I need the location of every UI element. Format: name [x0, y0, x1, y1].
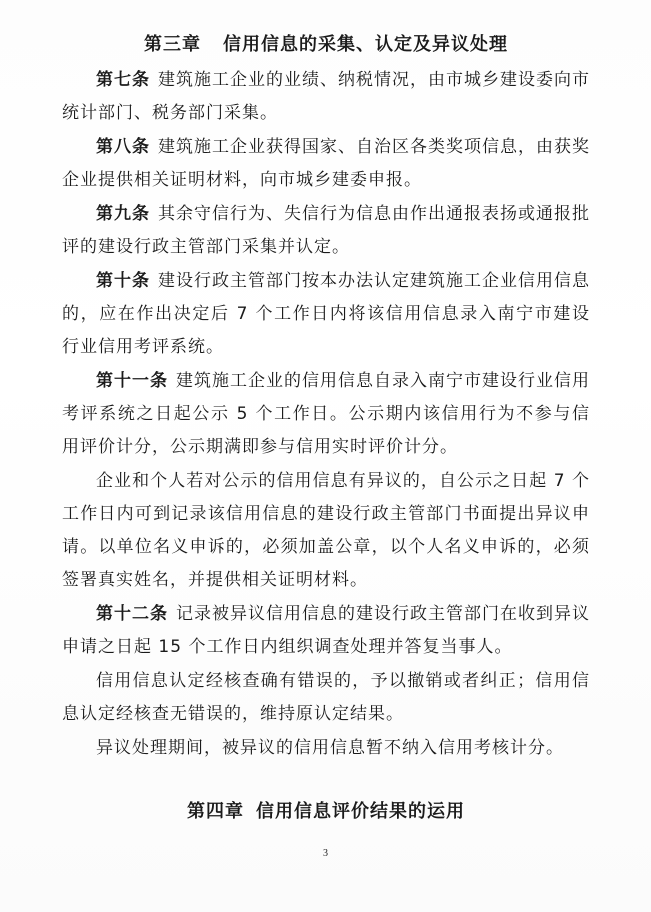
article-label: 第九条	[96, 204, 150, 224]
article-label: 第七条	[96, 70, 150, 90]
article-text: 其余守信行为、失信行为信息由作出通报表扬或通报批评的建设行政主管部门采集并认定。	[62, 204, 590, 257]
article-label: 第十一条	[96, 371, 168, 391]
paragraph-text: 企业和个人若对公示的信用信息有异议的，自公示之日起 7 个工作日内可到记录该信用信息的建设行政主管部门书面提出异议申请。以单位名义申诉的，必须加盖公章，以个人名义申诉的，必须签署真实姓名，并提供相关证明材料。	[62, 471, 590, 590]
article-10	[62, 265, 590, 364]
article-12	[62, 598, 590, 664]
chapter-3-number: 第三章	[144, 34, 201, 55]
chapter-4-number: 第四章	[187, 801, 244, 822]
article-text: 建筑施工企业的业绩、纳税情况，由市城乡建设委向市统计部门、税务部门采集。	[62, 70, 590, 123]
page-number: 3	[323, 848, 328, 859]
chapter-4-title: 信用信息评价结果的运用	[256, 801, 465, 822]
article-text: 记录被异议信用信息的建设行政主管部门在收到异议申请之日起 15 个工作日内组织调查处理并答复当事人。	[62, 604, 590, 657]
article-8	[62, 131, 590, 197]
article-11-objection-paragraph	[62, 465, 590, 597]
chapter-3-title: 信用信息的采集、认定及异议处理	[223, 34, 508, 55]
article-label: 第十二条	[96, 604, 168, 624]
document-body	[62, 32, 590, 831]
chapter-4-heading	[62, 799, 590, 825]
article-text: 建筑施工企业获得国家、自治区各类奖项信息，由获奖企业提供相关证明材料，向市城乡建委申报。	[62, 137, 590, 190]
article-text: 建筑施工企业的信用信息自录入南宁市建设行业信用考评系统之日起公示 5 个工作日。公示期内该信用行为不参与信用评价计分，公示期满即参与信用实时评价计分。	[62, 371, 590, 457]
paragraph-text: 信用信息认定经核查确有错误的，予以撤销或者纠正；信用信息认定经核查无错误的，维持原认定结果。	[62, 671, 590, 724]
article-label: 第十条	[96, 271, 150, 291]
article-12-scoring-paragraph	[62, 732, 590, 765]
article-text: 建设行政主管部门按本办法认定建筑施工企业信用信息的，应在作出决定后 7 个工作日内将该信用信息录入南宁市建设行业信用考评系统。	[62, 271, 590, 357]
paragraph-text: 异议处理期间，被异议的信用信息暂不纳入信用考核计分。	[96, 738, 564, 758]
article-9	[62, 198, 590, 264]
article-12-correction-paragraph	[62, 665, 590, 731]
article-11	[62, 365, 590, 464]
article-7	[62, 64, 590, 130]
article-label: 第八条	[96, 137, 150, 157]
chapter-3-heading	[62, 32, 590, 58]
